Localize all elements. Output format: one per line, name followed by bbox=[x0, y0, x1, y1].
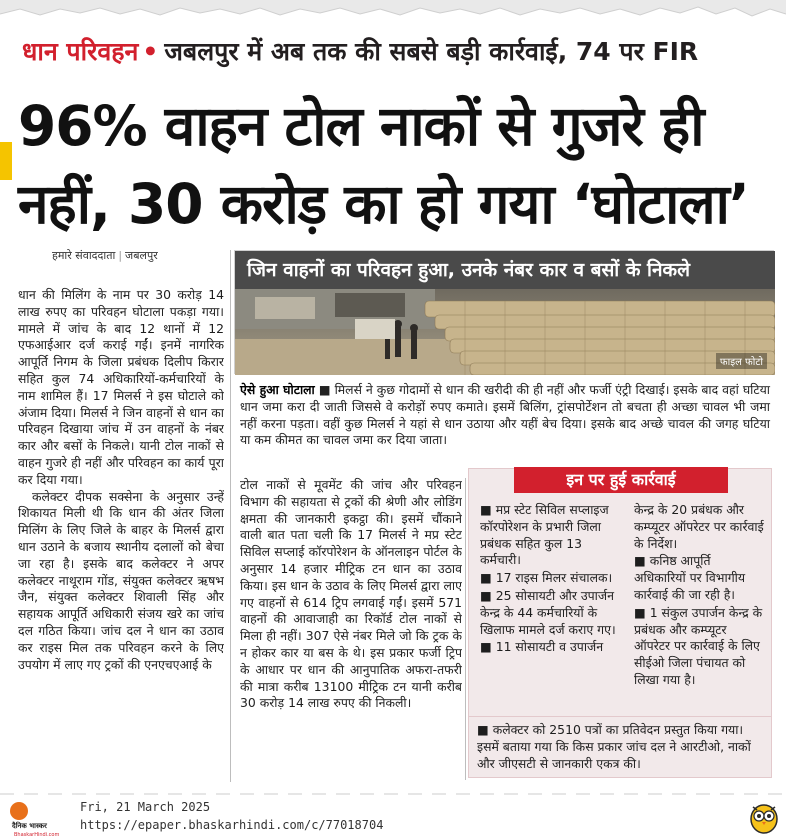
report-box bbox=[468, 716, 772, 778]
warehouse-photo bbox=[235, 289, 775, 375]
torn-edge-top bbox=[0, 0, 786, 28]
caption-text: मिलर्स ने कुछ गोदामों से धान की खरीदी की ही नहीं और फर्जी एंट्री दिखाई। इसके बाद वहां घटिया धान जमा करा दी जाती जिससे वे करोड़ों रुपए कमाते। इसमें बिलिंग, ट्रांसपोर्टेशन तो बचता ही अच्छा चावल भी जमा नहीं करना पड़ता। वहीं कुछ मिलर्स ने यहां से धान उठाया और यहीं बेच दिया। इसके बाद अच्छे चावल की जगह घटिया या कम कीमत का चावल जमा कर दिया जाता। bbox=[240, 382, 770, 448]
footer-date: Fri, 21 March 2025 bbox=[80, 800, 211, 814]
footer-divider bbox=[0, 790, 786, 798]
photo-caption bbox=[240, 382, 770, 449]
action-item bbox=[480, 639, 620, 656]
photo-credit: फाइल फोटो bbox=[716, 353, 767, 369]
caption-lead: ऐसे हुआ घोटाला bbox=[240, 382, 315, 397]
action-item-text: 1 संकुल उपार्जन केन्द्र के प्रबंधक और कम्प्यूटर ऑपरेटर पर कार्रवाई के लिए सीईओ जिला पंचायत को लिखा गया है। bbox=[634, 604, 763, 687]
bhaskar-logo-text[interactable]: दैनिक भास्कर bbox=[12, 822, 47, 830]
bhaskar-logo-subtext: BhaskarHindi.com bbox=[14, 832, 60, 838]
action-item bbox=[634, 605, 766, 689]
left-paragraph-1: धान की मिलिंग के नाम पर 30 करोड़ 14 लाख रुपए का परिवहन घोटाला पकड़ा गया। मामले में जांच के बाद 12 थानों में 12 एफआईआर दर्ज कराई गईं। इनमें नागरिक आपूर्ति निगम के जिला प्रबंधक दिलीप किरार सहित कुल 74 अधिकारियों-कर्मचारियों के नाम शामिल हैं। 17 मिलर्स ने इस घोटाले को अंजाम दिया। मिलर्स ने जिन वाहनों से धान का परिवहन दिखाया जांच में उन वाहनों के नंबर कार और बसों के निकले। यानी टोल नाकों से वाहन गुजरे ही नहीं और परिवहन का कार्य पूरा कर दिया गया। bbox=[18, 287, 224, 487]
action-item bbox=[480, 588, 620, 638]
byline-author: हमारे संवाददाता bbox=[52, 249, 116, 262]
left-paragraph-2: कलेक्टर दीपक सक्सेना के अनुसार उन्हें शिकायत मिली थी कि धान की अंतर जिला मिलिंग के लिए जिले के बाहर के मिलर्स द्वारा धान उठाने के बजाय स्थानीय दलालों को बेचा जा रहा है। इसके बाद कलेक्टर ने अपर कलेक्टर नाथूराम गोंड, संयुक्त कलेक्टर ऋषभ जैन, संयुक्त कलेक्टर शिवाली सिंह और सहायक आपूर्ति अधिकारी संजय खरे का जांच दल गठित किया। जांच दल ने धान का उठाव कर राइस मिल तक परिवहन करने के लिए उपयोग में लाए गए ट्रकों की एनएचएआई के bbox=[18, 488, 224, 672]
article-middle-column: टोल नाकों से मूवमेंट की जांच और परिवहन विभाग की सहायता से ट्रकों की श्रेणी और लोडिंग क्षमता की जानकारी इकट्ठा की। इसमें चौंकाने वाली बात पता चली कि 17 मिलर्स ने मप्र स्टेट सिविल सप्लाई कॉरपोरेशन के ऑनलाइन पोर्टल के अनुसार 14 हजार मीट्रिक टन धान का उठाव किया। इस धान के उठाव के लिए मिलर्स द्वारा लाए गए वाहनों से 614 ट्रिप लगवाई गईं। इसमें 571 वाहनों की आवाजाही का रिकॉर्ड टोल नाकों से मिला ही नहीं। 307 ऐसे नंबर मिले जो कि ट्रक के न होकर कार या बस के थे। इस प्रकार फर्जी ट्रिप के आधार पर धान की आनुपातिक अफरा-तफरी की मात्रा करीब 13100 मीट्रिक टन यानी करीब 30 करोड़ 14 लाख रुपए की निकली। bbox=[240, 477, 462, 711]
photo-block bbox=[234, 250, 774, 374]
action-item-text: कनिष्ठ आपूर्ति अधिकारियों पर विभागीय कार्रवाई की जा रही है। bbox=[634, 553, 746, 602]
article-left-column bbox=[18, 287, 224, 793]
byline-separator: | bbox=[118, 249, 123, 262]
action-list-a bbox=[480, 502, 620, 657]
page-footer bbox=[0, 790, 786, 840]
bullet-square-icon: ■ bbox=[634, 553, 646, 569]
kicker-bullet: • bbox=[142, 37, 159, 66]
edge-marker bbox=[0, 142, 12, 180]
action-item bbox=[480, 570, 620, 587]
column-divider-left bbox=[230, 250, 231, 782]
kicker-label: धान परिवहन bbox=[22, 37, 139, 66]
bullet-square-icon: ■ bbox=[477, 722, 489, 737]
owl-mascot-icon[interactable] bbox=[748, 800, 780, 834]
action-item-text: 11 सोसायटी व उपार्जन bbox=[495, 639, 604, 655]
bullet-square-icon: ■ bbox=[480, 570, 492, 586]
action-list-b bbox=[634, 502, 766, 690]
action-item bbox=[480, 502, 620, 569]
bullet-square-icon: ■ bbox=[634, 604, 646, 620]
column-divider-middle bbox=[465, 478, 466, 780]
bullet-square-icon: ■ bbox=[480, 502, 492, 517]
photo-headline: जिन वाहनों का परिवहन हुआ, उनके नंबर कार व बसों के निकले bbox=[235, 251, 775, 289]
bullet-square-icon: ■ bbox=[480, 639, 492, 655]
action-item-continued: केन्द्र के 20 प्रबंधक और कम्प्यूटर ऑपरेटर पर कार्रवाई के निर्देश। bbox=[634, 502, 764, 551]
byline bbox=[52, 248, 158, 263]
caption-marker: ■ bbox=[318, 382, 331, 397]
action-item-text: मप्र स्टेट सिविल सप्लाइज कॉरपोरेशन के प्रभारी जिला प्रबंधक सहित कुल 13 कर्मचारी। bbox=[480, 502, 609, 568]
footer-url[interactable]: https://epaper.bhaskarhindi.com/c/77018704 bbox=[80, 818, 384, 832]
kicker-text: जबलपुर में अब तक की सबसे बड़ी कार्रवाई, 74 पर FIR bbox=[164, 37, 699, 66]
action-item-text: 25 सोसायटी और उपार्जन केन्द्र के 44 कर्मचारियों के खिलाफ मामले दर्ज कराए गए। bbox=[480, 587, 616, 637]
headline-line-1: 96% वाहन टोल नाकों से गुजरे ही bbox=[18, 94, 704, 158]
headline-line-2: नहीं, 30 करोड़ का हो गया ‘घोटाला’ bbox=[18, 172, 749, 236]
byline-place: जबलपुर bbox=[125, 249, 158, 262]
bullet-square-icon: ■ bbox=[480, 587, 492, 603]
action-item-text: 17 राइस मिलर संचालक। bbox=[495, 570, 613, 586]
action-item bbox=[634, 553, 766, 603]
kicker-line bbox=[22, 32, 698, 72]
bhaskar-logo-icon[interactable] bbox=[10, 802, 28, 820]
report-text: कलेक्टर को 2510 पत्रों का प्रतिवेदन प्रस्तुत किया गया। इसमें बताया गया कि किस प्रकार जांच दल ने आरटीओ, नाकों और जीएसटी से जानकारी एकत्र की। bbox=[477, 722, 751, 771]
action-box-title: इन पर हुई कार्रवाई bbox=[514, 467, 728, 493]
